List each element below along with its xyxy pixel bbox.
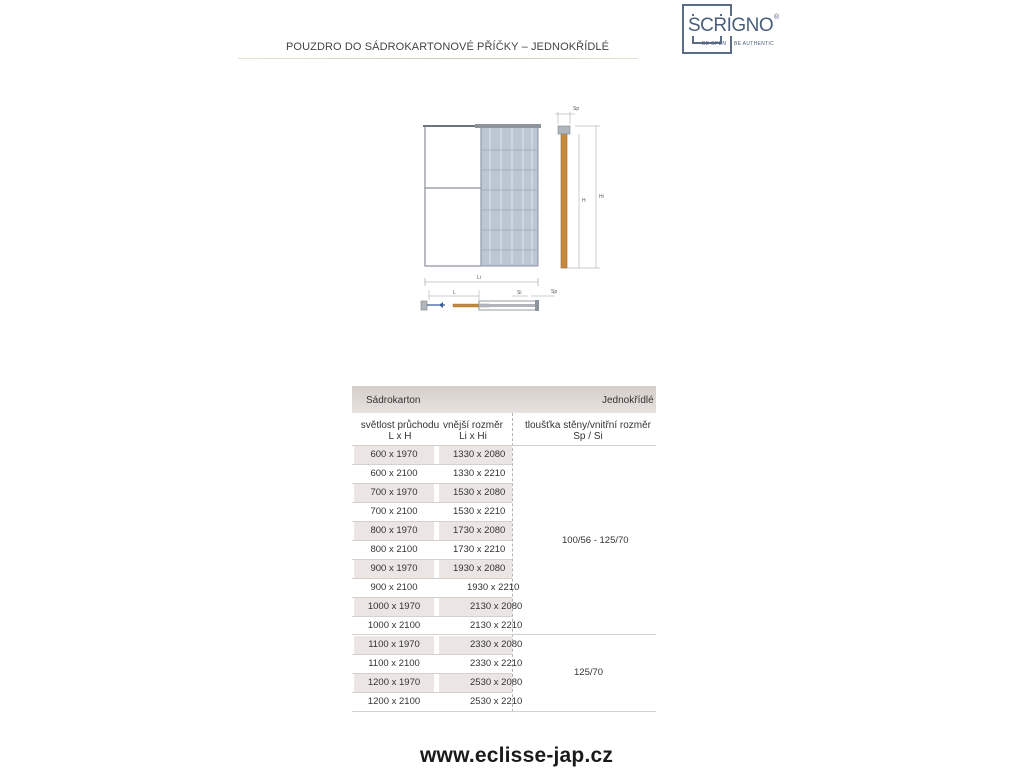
table-row (352, 503, 512, 522)
table-row (352, 636, 523, 655)
logo-tagline-left: BE OPEN (702, 41, 727, 47)
cell-opening-size: 800 x 1970 (354, 522, 434, 540)
side-view (555, 106, 604, 268)
col-header-opening (360, 420, 440, 442)
cell-opening-size: 1200 x 2100 (367, 696, 421, 707)
cell-opening-size: 700 x 1970 (354, 484, 434, 502)
cell-outer-size: 1730 x 2210 (453, 544, 506, 555)
table-row (352, 541, 512, 560)
cell-outer-size: 1930 x 2210 (467, 582, 520, 593)
col-header-outer-line1: vnější rozměr (442, 420, 503, 431)
col-header-thickness-line2: Sp / Si (573, 431, 603, 442)
cell-outer-size: 2530 x 2210 (470, 696, 523, 707)
col-header-opening-line1: světlost průchodu (360, 420, 440, 431)
sp-top-label: Sp (573, 106, 580, 112)
table-row (352, 560, 512, 579)
title-divider (238, 58, 638, 59)
cell-opening-size: 1200 x 1970 (354, 674, 434, 692)
front-view (423, 124, 541, 266)
table-row (352, 655, 523, 674)
table-row (352, 484, 512, 503)
table-row (352, 446, 512, 465)
cell-opening-size: 1000 x 2100 (367, 620, 421, 631)
cell-outer-size: 2330 x 2080 (470, 639, 523, 650)
cell-opening-size: 600 x 2100 (370, 468, 418, 479)
table-header-bar (352, 386, 656, 413)
li-label: Li (477, 275, 481, 281)
website-url[interactable]: www.eclisse-jap.cz (420, 744, 614, 767)
document-title: POUZDRO DO SÁDROKARTONOVÉ PŘÍČKY – JEDNOKŘÍDLÉ (286, 41, 610, 53)
cell-outer-size: 2130 x 2210 (470, 620, 523, 631)
li-dimension (425, 275, 538, 286)
cell-opening-size: 700 x 2100 (370, 506, 418, 517)
dimensions-table (352, 386, 656, 712)
cell-outer-size: 2330 x 2210 (470, 658, 523, 669)
logo-word: SCRIGNO (688, 15, 774, 36)
cell-outer-size: 2530 x 2080 (470, 677, 523, 688)
group2-thickness-value: 125/70 (574, 667, 604, 678)
group1-thickness-value: 100/56 - 125/70 (562, 535, 629, 546)
sp-bottom-label: Sp (551, 289, 558, 295)
l-label: L (453, 290, 456, 296)
scrigno-logo (682, 4, 780, 56)
cell-outer-size: 1530 x 2080 (453, 487, 506, 498)
logo-registered-mark: ® (774, 14, 780, 21)
table-row (352, 522, 512, 541)
cell-opening-size: 900 x 1970 (354, 560, 434, 578)
h-label: H (582, 198, 586, 204)
cell-opening-size: 800 x 2100 (370, 544, 418, 555)
table-row (352, 693, 523, 712)
col-header-thickness (520, 420, 656, 442)
cell-outer-size: 1730 x 2080 (453, 525, 506, 536)
cell-opening-size: 900 x 2100 (370, 582, 418, 593)
cell-outer-size: 1330 x 2080 (453, 449, 506, 460)
cell-opening-size: 1100 x 2100 (368, 658, 420, 669)
table-row (352, 617, 523, 636)
cell-outer-size: 1930 x 2080 (453, 563, 506, 574)
col-header-outer (438, 420, 508, 442)
table-row (352, 598, 523, 617)
table-row (352, 674, 523, 693)
hi-label: Hi (599, 194, 604, 200)
col-header-opening-line2: L x H (388, 431, 412, 442)
col-header-outer-line2: Li x Hi (459, 431, 487, 442)
cell-outer-size: 2130 x 2080 (470, 601, 523, 612)
cell-opening-size: 1000 x 1970 (354, 598, 434, 616)
table-header-left: Sádrokarton (366, 395, 421, 406)
plan-view (421, 289, 557, 311)
si-label: Si (517, 290, 522, 296)
cell-opening-size: 1100 x 1970 (354, 636, 434, 654)
cell-opening-size: 600 x 1970 (354, 446, 434, 464)
cell-outer-size: 1330 x 2210 (453, 468, 506, 479)
cell-outer-size: 1530 x 2210 (453, 506, 506, 517)
table-header-right: Jednokřídlé (602, 395, 654, 406)
table-row (352, 465, 512, 484)
col-header-thickness-line1: tloušťka stěny/vnitřní rozměr (524, 420, 651, 431)
pocket-frame-drawing (415, 100, 630, 325)
table-row (352, 579, 520, 598)
logo-tagline-right: BE AUTHENTIC (734, 41, 774, 47)
